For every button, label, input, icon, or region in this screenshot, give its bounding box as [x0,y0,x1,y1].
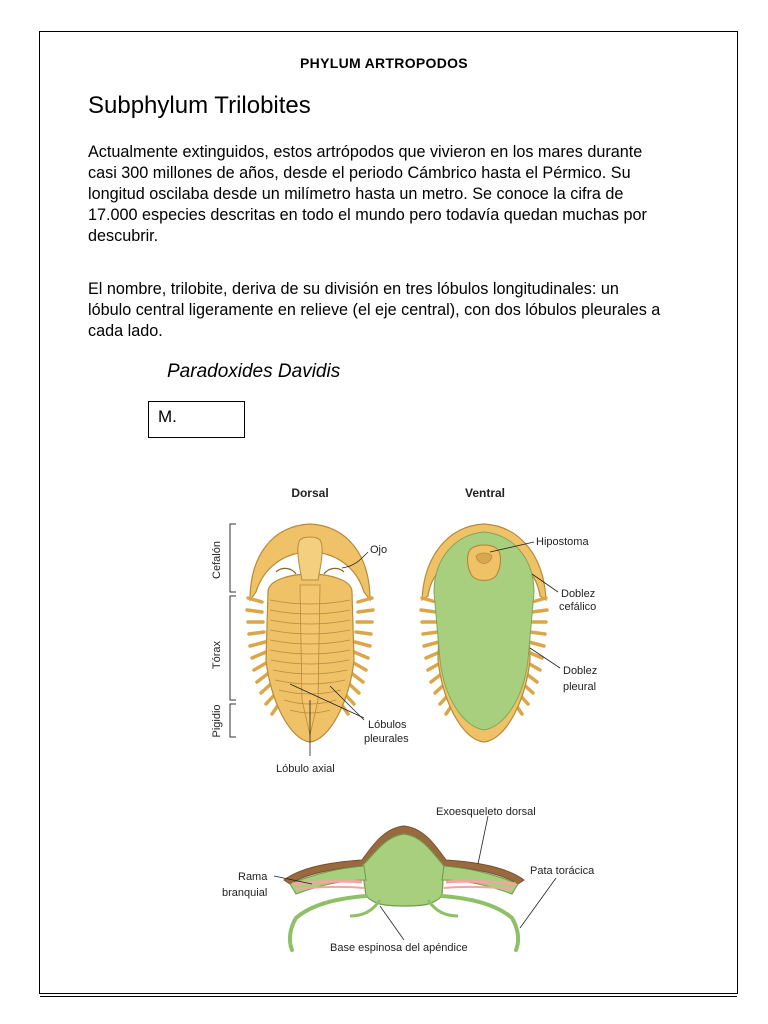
region-brackets [230,524,236,737]
gill-branch-line1: Rama [238,871,268,883]
phylum-heading: PHYLUM ARTROPODOS [300,55,468,71]
pleural-doublure-line1: Doblez [563,665,598,677]
paragraph-line: cada lado. [88,322,163,340]
pleural-lobes-label-line2: pleurales [364,733,409,745]
subphylum-title: Subphylum Trilobites [88,92,311,119]
cephalic-doublure-line2: cefálico [559,601,597,613]
dorsal-exoskeleton-label: Exoesqueleto dorsal [436,806,536,818]
axial-lobe-label: Lóbulo axial [276,763,335,775]
pleural-lobes-label-line1: Lóbulos [368,719,407,731]
paragraph-line: 17.000 especies descritas en todo el mundo pero todavía quedan muchas por [88,206,647,224]
cephalic-doublure-line1: Doblez [561,588,596,600]
paragraph-line: Actualmente extinguidos, estos artrópodos que vivieron en los mares durante [88,143,643,161]
paragraph-line: descubrir. [88,227,159,245]
pygidium-label: Pigidio [211,704,223,738]
paragraph-line: El nombre, trilobite, deriva de su división en tres lóbulos longitudinales: un [88,280,619,298]
hypostome-label: Hipostoma [536,536,589,548]
paragraph-line: longitud oscilaba desde un milímetro hasta un metro. Se conoce la cifra de [88,185,624,203]
text-box-value: M. [158,407,177,426]
paragraph-line: lóbulo central ligeramente en relieve (el eje central), con dos lóbulos pleurales a [88,301,661,319]
species-name: Paradoxides Davidis [167,361,341,382]
thorax-label: Tórax [211,640,223,670]
ventral-title: Ventral [464,486,506,500]
paragraph-line: casi 300 millones de años, desde el periodo Cámbrico hasta el Pérmico. Su [88,164,631,182]
thoracic-leg-label: Pata torácica [530,865,595,877]
spiny-base-label: Base espinosa del apéndice [330,942,468,954]
ventral-trilobite [421,524,547,742]
cross-section [284,826,524,950]
gill-branch-line2: branquial [222,887,268,899]
dorsal-title: Dorsal [291,486,329,500]
cephalon-label: Cefalón [211,541,223,579]
pleural-doublure-line2: pleural [563,681,597,693]
eye-label: Ojo [370,544,388,556]
